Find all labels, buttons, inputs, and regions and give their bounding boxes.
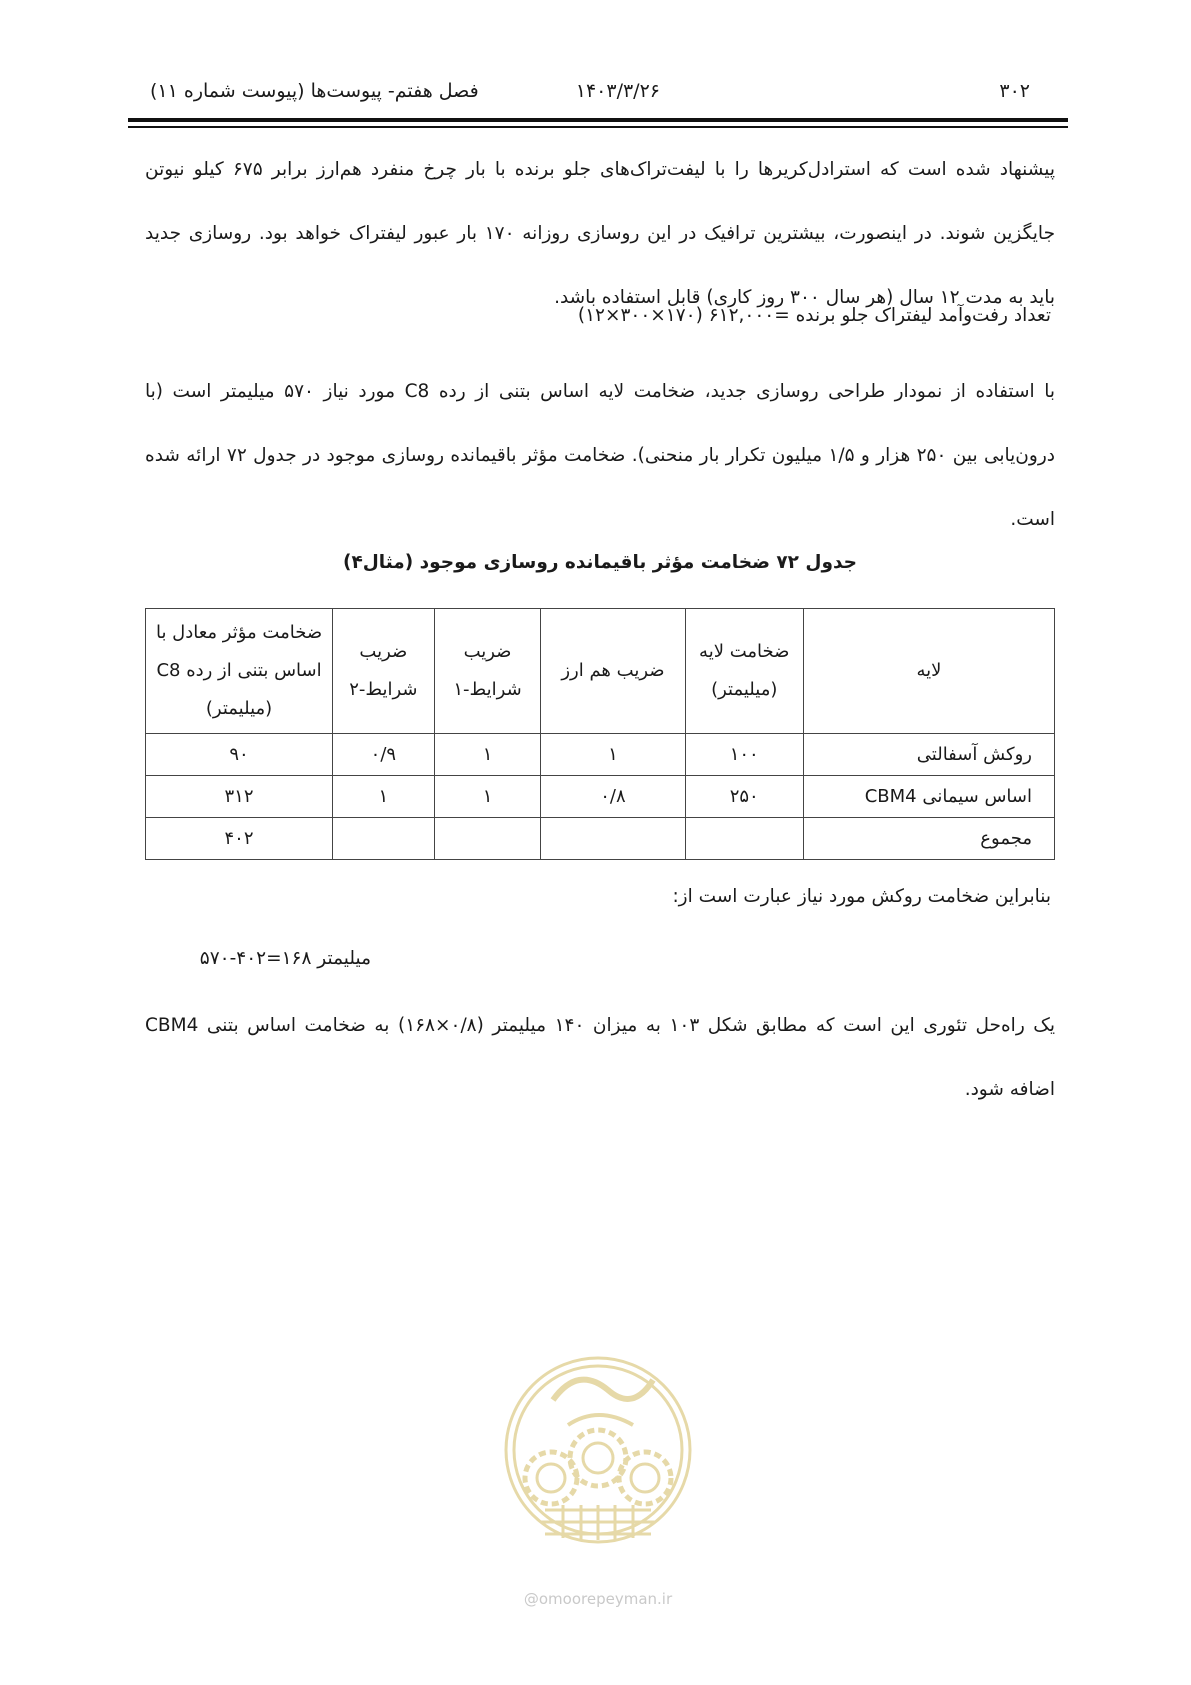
cell-effective: ۹۰ — [146, 734, 333, 776]
chapter-title: فصل هفتم- پیوست‌ها (پیوست شماره ۱۱) — [150, 80, 479, 102]
cell-condition-2: ۰/۹ — [333, 734, 435, 776]
cell-condition-1 — [434, 818, 541, 860]
cell-layer: مجموع — [803, 818, 1054, 860]
cell-condition-2 — [333, 818, 435, 860]
cell-effective: ۳۱۲ — [146, 776, 333, 818]
page-number: ۳۰۲ — [999, 80, 1030, 102]
table-caption: جدول ۷۲ ضخامت مؤثر باقیمانده روسازی موجود (مثال۴) — [342, 552, 857, 573]
col-equivalence: ضریب هم ارز — [541, 609, 685, 734]
cell-layer: اساس سیمانی CBM4 — [803, 776, 1054, 818]
header-date: ۱۴۰۳/۳/۲۶ — [575, 80, 660, 102]
col-thickness: ضخامت لایه (میلیمتر) — [685, 609, 803, 734]
paragraph-design: با استفاده از نمودار طراحی روسازی جدید، ضخامت لایه اساس بتنی از رده C8 مورد نیاز ۵۷۰ میلیمتر است (با درون‌یابی بین ۲۵۰ هزار و ۱/۵ میلیون تکرار بار منحنی). ضخامت مؤثر باقیمانده روسازی موجود در جدول ۷۲ ارائه شده است. — [145, 381, 1056, 530]
cell-condition-1: ۱ — [434, 734, 541, 776]
thickness-table — [145, 608, 1055, 860]
formula-overlay: میلیمتر ۱۶۸=۴۰۲-۵۷۰ — [199, 948, 371, 969]
col-layer: لایه — [803, 609, 1054, 734]
watermark-logo — [493, 1320, 703, 1595]
cell-condition-1: ۱ — [434, 776, 541, 818]
cell-thickness: ۲۵۰ — [685, 776, 803, 818]
paragraph-solution: یک راه‌حل تئوری این است که مطابق شکل ۱۰۳ به میزان ۱۴۰ میلیمتر (۰/۸×۱۶۸) به ضخامت اساس بتنی CBM4 اضافه شود. — [145, 1015, 1055, 1100]
cell-layer: روکش آسفالتی — [803, 734, 1054, 776]
header-rule-thin — [128, 126, 1068, 128]
cell-equivalence: ۰/۸ — [541, 776, 685, 818]
cell-thickness — [685, 818, 803, 860]
paragraph-intro: پیشنهاد شده است که استرادل‌کریرها را با لیفت‌تراک‌های جلو برنده با بار چرخ منفرد هم‌ارز برابر ۶۷۵ کیلو نیوتن جایگزین شوند. در اینصورت، بیشترین ترافیک در این روسازی روزانه ۱۷۰ بار عبور لیفتراک خواهد بود. روسازی جدید باید به مدت ۱۲ سال (هر سال ۳۰۰ روز کاری) قابل استفاده باشد. — [145, 159, 1056, 308]
cell-equivalence: ۱ — [541, 734, 685, 776]
page-header — [130, 76, 1060, 116]
col-effective-thickness: ضخامت مؤثر معادل با اساس بتنی از رده C8 (میلیمتر) — [146, 609, 333, 734]
cell-thickness: ۱۰۰ — [685, 734, 803, 776]
formula-trips: تعداد رفت‌وآمد لیفتراک جلو برنده =۶۱۲,۰۰۰ (۱۷۰×۳۰۰×۱۲) — [577, 305, 1051, 326]
table-row-total — [146, 818, 1055, 860]
col-condition-1: ضریب شرایط-۱ — [434, 609, 541, 734]
table-row — [146, 776, 1055, 818]
cell-effective: ۴۰۲ — [146, 818, 333, 860]
table-row — [146, 734, 1055, 776]
watermark-site: @omoorepeyman.ir — [523, 1590, 673, 1608]
cell-condition-2: ۱ — [333, 776, 435, 818]
table-header-row — [146, 609, 1055, 734]
paragraph-result: بنابراین ضخامت روکش مورد نیاز عبارت است از: — [672, 886, 1051, 907]
header-rule-thick — [128, 118, 1068, 122]
cell-equivalence — [541, 818, 685, 860]
col-condition-2: ضریب شرایط-۲ — [333, 609, 435, 734]
